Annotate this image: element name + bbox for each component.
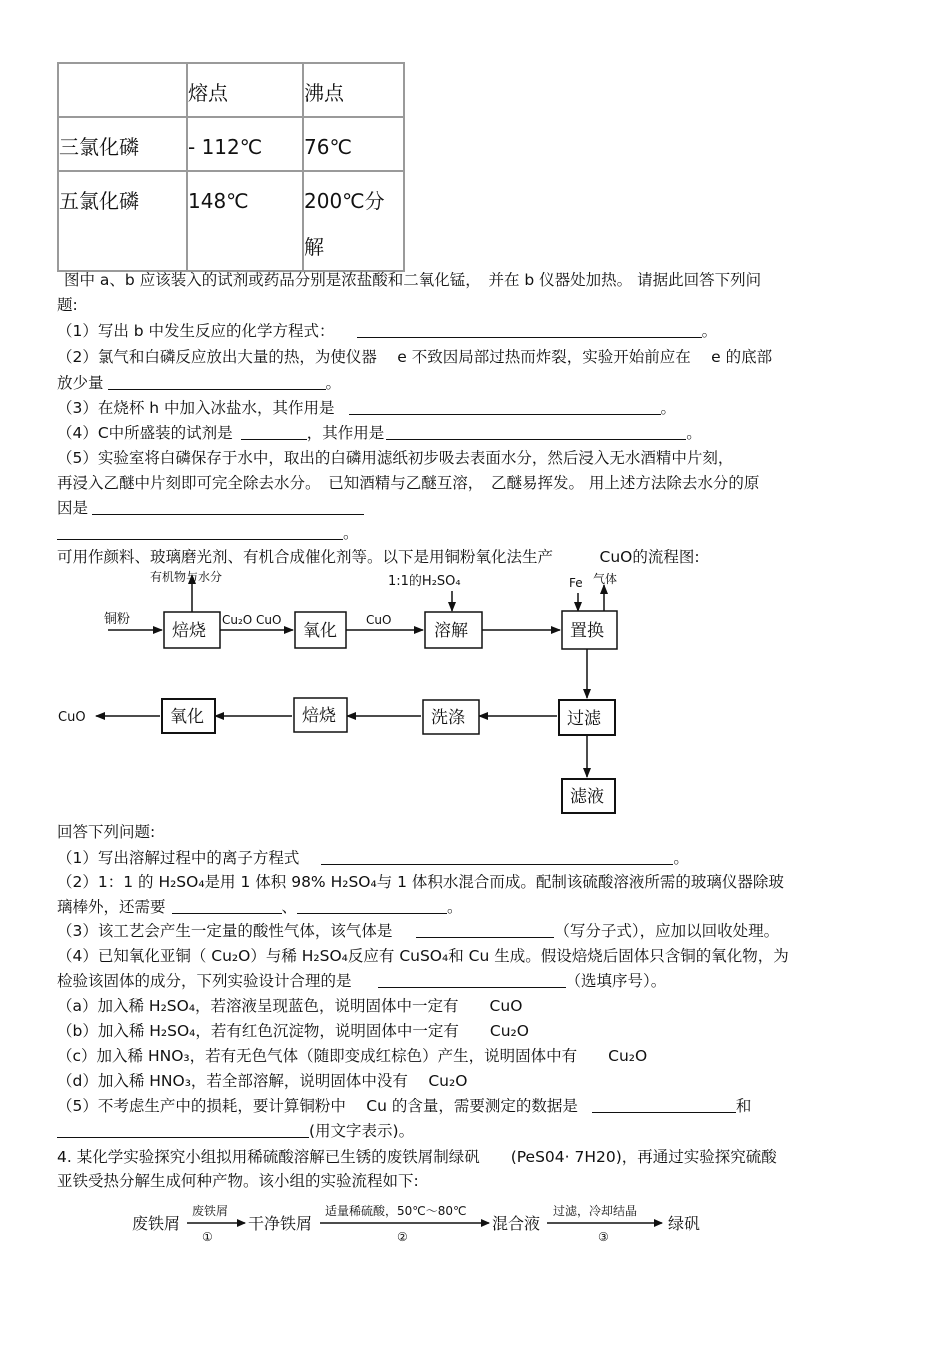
question-5-cont: 再浸入乙醚中片刻即可完全除去水分。 已知酒精与乙醚互溶， 乙醚易挥发。 用上述方法除去水分的原 [57,474,760,492]
option-c: （c）加入稀 HNO₃，若有无色气体（随即变成红棕色）产生，说明固体中有 Cu₂O [57,1047,648,1065]
question-2-cont: 璃棒外，还需要 、 。 [57,898,463,916]
option-a: （a）加入稀 H₂SO₄，若溶液呈现蓝色，说明固体中一定有 CuO [57,997,523,1015]
question-5: （5）不考虑生产中的损耗，要计算铜粉中 Cu 的含量，需要测定的数据是 和 [57,1097,752,1115]
table-cell: 76℃ [303,117,404,171]
question-4-cont: 检验该固体的成分，下列实验设计合理的是 （选填序号）。 [57,972,667,990]
flow-step: 混合液 [492,1214,541,1233]
question-2-cont: 放少量 。 [57,374,342,392]
cuo-flowchart [0,565,950,820]
question-5: （5）实验室将白磷保存于水中，取出的白磷用滤纸初步吸去表面水分，然后浸入无水酒精中片刻， [57,449,734,467]
flow-box-label: 氧化 [303,621,337,641]
question-1: （1）写出 b 中发生反应的化学方程式： 。 [57,322,718,340]
flow-label-organics: 有机物与水分 [150,570,223,584]
question-3: （3）在烧杯 h 中加入冰盐水，其作用是 。 [57,399,677,417]
question-5-cont: 。 [57,522,359,544]
flow-step-number: ② [397,1230,408,1244]
question-4: （4）已知氧化亚铜（ Cu₂O）与稀 H₂SO₄反应有 CuSO₄和 Cu 生成。假设焙烧后固体只含铜的氧化物，为 [57,947,789,965]
question-3: （3）该工艺会产生一定量的酸性气体，该气体是 （写分子式），应加以回收处理。 [57,922,780,940]
flow-arrow-label: CuO [366,613,392,627]
flow-box-label: 过滤 [567,709,601,729]
flow-arrow-label: 废铁屑 [192,1204,229,1218]
intro-line: 图中 a、b 应该装入的试剂或药品分别是浓盐酸和二氧化锰， 并在 b 仪器处加热。 请据此回答下列问 [64,271,762,289]
table-header-cell: 沸点 [303,63,404,117]
question-1: （1）写出溶解过程中的离子方程式 。 [57,849,689,867]
option-d: （d）加入稀 HNO₃，若全部溶解，说明固体中没有 Cu₂O [57,1072,468,1090]
flow-box-label: 焙烧 [302,706,336,726]
table-cell: - 112℃ [187,117,303,171]
flow-arrow-label: Cu₂O CuO [222,613,282,627]
option-b: （b）加入稀 H₂SO₄，若有红色沉淀物，说明固体中一定有 Cu₂O [57,1022,529,1040]
flow-box-label: 滤液 [570,787,604,807]
flow-label-acid: 1:1的H₂SO₄ [388,574,461,589]
flow-box-label: 氧化 [170,707,204,727]
flow-input-label: 铜粉 [104,612,131,627]
table-cell: 五氯化磷 [58,171,187,271]
flow-step: 绿矾 [668,1214,701,1233]
table-cell: 148℃ [187,171,303,271]
table-cell: 三氯化磷 [58,117,187,171]
table-row [58,117,404,171]
flow-step-number: ① [202,1230,213,1244]
question-5-cont: 因是 [57,497,364,519]
flow-box-label: 溶解 [434,621,468,641]
question-4: （4）C中所盛装的试剂是 ，其作用是 。 [57,424,702,442]
table-header-cell [58,63,187,117]
flow-output-label: CuO [58,710,86,725]
melting-boiling-table [57,62,405,272]
flow-step: 干净铁屑 [248,1214,313,1233]
flow-arrow-label: 适量稀硫酸，50℃～80℃ [325,1204,467,1218]
flow-box-label: 洗涤 [431,708,465,728]
flow-label-gas: 气体 [593,572,618,586]
ferrous-sulfate-flow [0,1195,950,1250]
flow-box-label: 焙烧 [172,621,206,641]
flow-arrow-label: 过滤，冷却结晶 [553,1204,638,1218]
question-4-intro-cont: 亚铁受热分解生成何种产物。该小组的实验流程如下: [57,1172,419,1190]
flow-step: 废铁屑 [132,1214,181,1233]
question-2: （2）氯气和白磷反应放出大量的热，为使仪器 e 不致因局部过热而炸裂，实验开始前应在 e 的底部 [57,348,773,366]
table-header-cell: 熔点 [187,63,303,117]
cuo-intro: 可用作颜料、玻璃磨光剂、有机合成催化剂等。以下是用铜粉氧化法生产 CuO的流程图: [57,548,700,566]
table-cell: 200℃分解 [303,171,404,271]
question-4-intro: 4. 某化学实验探究小组拟用稀硫酸溶解已生锈的废铁屑制绿矾 (PeS04· 7H20)，再通过实验探究硫酸 [57,1148,777,1166]
flow-step-number: ③ [598,1230,609,1244]
intro-line: 题: [57,296,78,314]
flow-label-fe: Fe [569,576,583,590]
flow-box-label: 置换 [570,621,604,641]
table-row [58,171,404,271]
question-2: （2）1：1 的 H₂SO₄是用 1 体积 98% H₂SO₄与 1 体积水混合而成。配制该硫酸溶液所需的玻璃仪器除玻 [57,873,784,891]
answer-heading: 回答下列问题: [57,823,156,841]
question-5-cont: (用文字表示)。 [57,1120,414,1142]
